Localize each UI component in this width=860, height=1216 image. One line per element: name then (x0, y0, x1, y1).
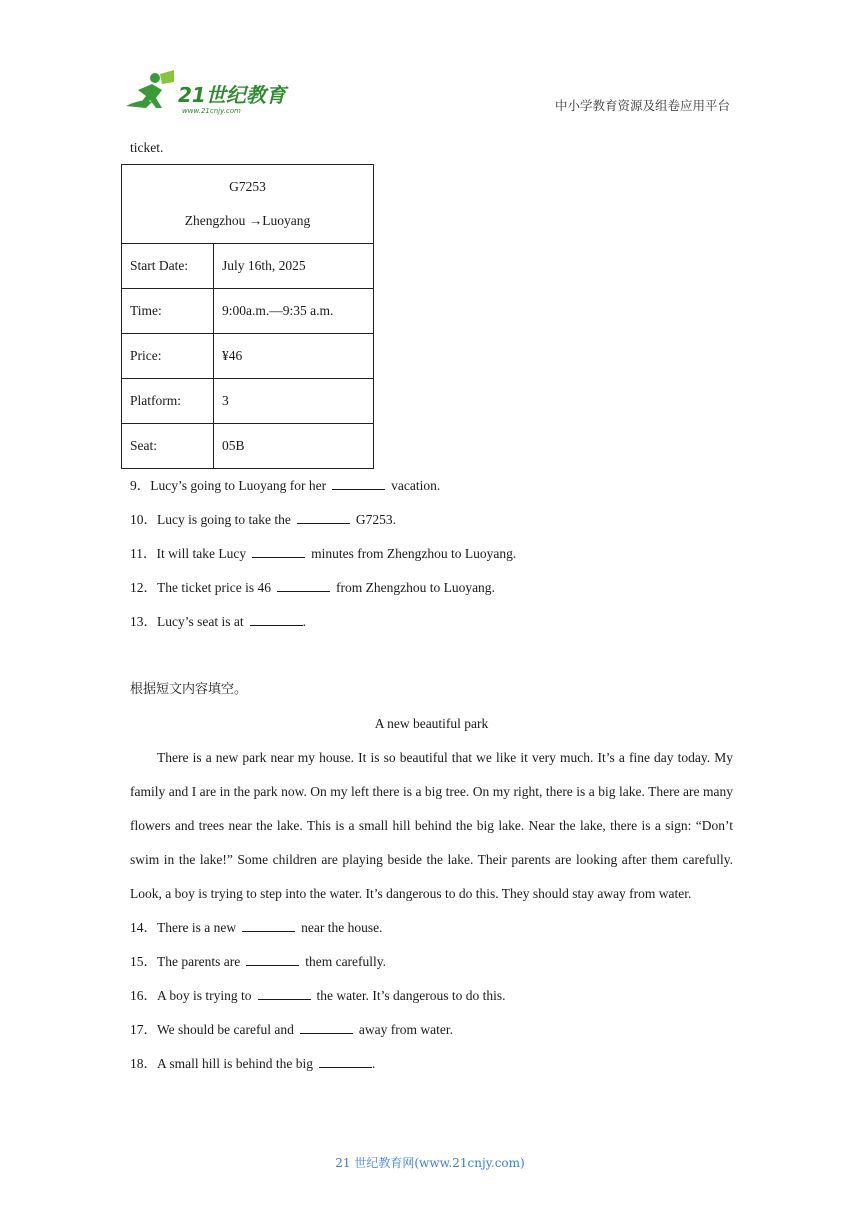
question-text-before: The ticket price is 46 (157, 580, 271, 595)
document-body (130, 138, 733, 1081)
question-text-before: Lucy is going to take the (157, 512, 291, 527)
ticket-label: Seat: (122, 424, 214, 469)
svg-text:www.21cnjy.com: www.21cnjy.com (182, 107, 241, 115)
question-18 (130, 1047, 733, 1081)
question-text-before: A small hill is behind the big (157, 1056, 313, 1071)
question-number: 9． (130, 478, 151, 493)
question-15 (130, 945, 733, 979)
question-text-before: It will take Lucy (156, 546, 247, 561)
passage-text: There is a new park near my house. It is so beautiful that we like it very much. It’s a fine day today. My family and I are in the park now. On my left there is a big tree. On my right, there is a big lake. There are many flowers and trees near the lake. This is a small hill behind the big lake. Near the lake, there is a sign: “Don’t swim in the lake!” Some children are playing beside the lake. Their parents are looking after them carefully. Look, a boy is trying to step into the water. It’s dangerous to do this. They should stay away from water. (130, 750, 733, 901)
question-text-after: . (302, 614, 306, 629)
question-text-before: We should be careful and (157, 1022, 294, 1037)
question-13 (130, 605, 733, 639)
question-number: 18． (130, 1056, 157, 1071)
question-17 (130, 1013, 733, 1047)
question-number: 14． (130, 920, 157, 935)
question-text-after: vacation. (391, 478, 441, 493)
ticket-row (122, 289, 374, 334)
answer-blank[interactable] (332, 477, 385, 490)
ticket-label: Time: (122, 289, 214, 334)
ticket-value: 9:00a.m.—9:35 a.m. (214, 289, 374, 334)
question-number: 17． (130, 1022, 157, 1037)
question-number: 12． (130, 580, 157, 595)
answer-blank[interactable] (242, 919, 295, 932)
question-text-after: them carefully. (305, 954, 387, 969)
ticket-train-number: G7253 (229, 179, 266, 194)
answer-blank[interactable] (252, 545, 305, 558)
svg-text:21世纪教育: 21世纪教育 (178, 83, 286, 107)
question-text-before: There is a new (157, 920, 237, 935)
page-header (0, 0, 860, 125)
train-ticket-table (121, 164, 374, 469)
ticket-row (122, 424, 374, 469)
question-text-before: A boy is trying to (157, 988, 252, 1003)
answer-blank[interactable] (250, 613, 303, 626)
answer-blank[interactable] (297, 511, 350, 524)
question-text-after: the water. It’s dangerous to do this. (316, 988, 506, 1003)
question-12 (130, 571, 733, 605)
spacer (130, 639, 733, 673)
ticket-value: 05B (214, 424, 374, 469)
question-14 (130, 911, 733, 945)
ticket-value: ¥46 (214, 334, 374, 379)
question-text-before: Lucy’s going to Luoyang for her (150, 478, 327, 493)
question-number: 10． (130, 512, 157, 527)
question-text-before: Lucy’s seat is at (157, 614, 244, 629)
ticket-header (122, 165, 374, 244)
ticket-row (122, 244, 374, 289)
section-instruction: 根据短文内容填空。 (130, 682, 248, 697)
question-text-after: minutes from Zhengzhou to Luoyang. (311, 546, 517, 561)
ticket-label: Price: (122, 334, 214, 379)
passage-title: A new beautiful park (374, 716, 489, 731)
question-text-after: G7253. (355, 512, 396, 527)
question-text-after: from Zhengzhou to Luoyang. (335, 580, 495, 595)
answer-blank[interactable] (319, 1055, 372, 1068)
ticket-value: July 16th, 2025 (214, 244, 374, 289)
question-10 (130, 503, 733, 537)
question-9 (130, 469, 733, 503)
question-text-after: away from water. (358, 1022, 453, 1037)
ticket-label: Platform: (122, 379, 214, 424)
site-logo (122, 68, 302, 118)
ticket-label: Start Date: (122, 244, 214, 289)
question-16 (130, 979, 733, 1013)
ticket-row (122, 334, 374, 379)
answer-blank[interactable] (277, 579, 330, 592)
question-text-after: . (372, 1056, 376, 1071)
question-11 (130, 537, 733, 571)
ticket-row (122, 379, 374, 424)
question-number: 16． (130, 988, 157, 1003)
header-platform-text: 中小学教育资源及组卷应用平台 (554, 98, 730, 113)
question-text-after: near the house. (301, 920, 383, 935)
ticket-route: Zhengzhou →Luoyang (184, 213, 311, 228)
intro-fragment: ticket. (130, 140, 164, 155)
question-number: 11． (130, 546, 157, 561)
question-text-before: The parents are (157, 954, 241, 969)
answer-blank[interactable] (258, 987, 311, 1000)
answer-blank[interactable] (246, 953, 299, 966)
ticket-value: 3 (214, 379, 374, 424)
question-number: 13． (130, 614, 157, 629)
page-footer[interactable]: 21 世纪教育网(www.21cnjy.com) (335, 1156, 525, 1170)
question-number: 15． (130, 954, 157, 969)
answer-blank[interactable] (300, 1021, 353, 1034)
